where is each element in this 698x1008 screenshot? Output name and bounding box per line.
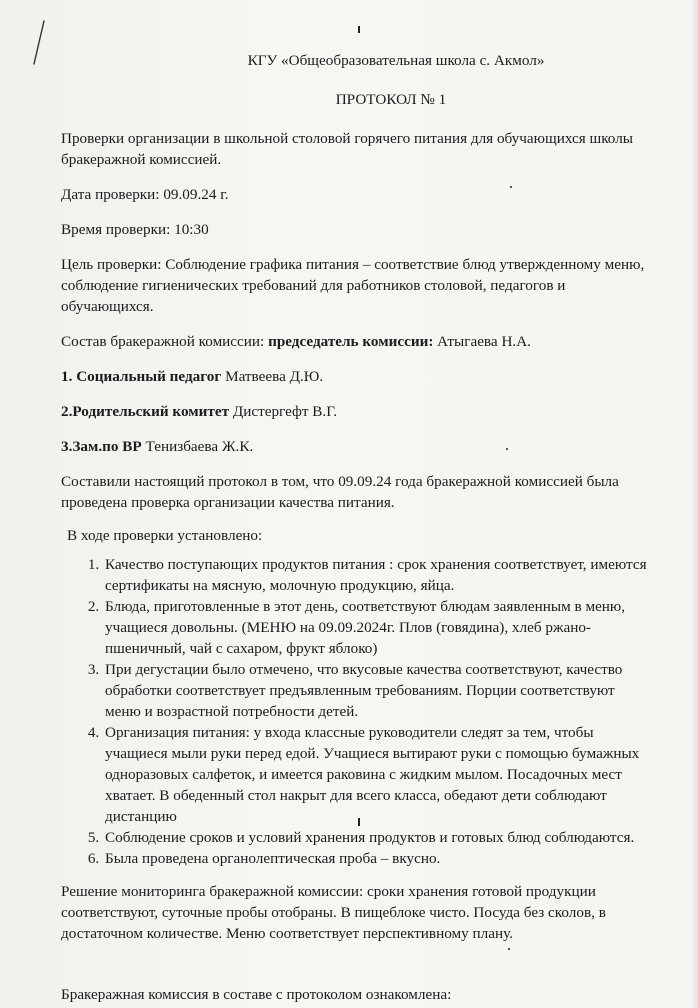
member-name: Дистергефт В.Г. [229,403,338,420]
commission-chair-name: Атыгаева Н.А. [433,333,531,350]
findings-list [61,554,651,869]
acknowledgement-line: Бракеражная комиссия в составе с протоколом ознакомлена: [61,986,452,1003]
page-edge-shadow [692,0,698,1008]
member-role: 1. Социальный педагог [61,368,222,385]
commission-member [61,436,651,457]
inspection-date: Дата проверки: 09.09.24 г. [61,186,229,203]
commission-member [61,366,651,387]
protocol-title: ПРОТОКОЛ № 1 [335,91,447,108]
protocol-statement: Составили настоящий протокол в том, что 09.09.24 года бракеражной комиссией была проведена проверка организации качества питания. [61,473,619,511]
member-name: Тенизбаева Ж.К. [141,438,254,455]
finding-item: 4. Организация питания: у входа классные руководители следят за тем, чтобы учащиеся мыли руки перед едой. Учащиеся вытирают руки с помощью бумажных одноразовых салфеток, и имеется раковина с жидким мылом. Посадочных мест хватает. В обеденный стол накрыт для всего класса, обедают дети соблюдают дистанцию [103,722,651,827]
member-role: 3.Зам.по ВР [61,438,142,455]
inspection-time: Время проверки: 10:30 [61,221,209,238]
ink-dot [358,26,360,33]
member-name: Матвеева Д.Ю. [221,368,324,385]
commission-chair-role: председатель комиссии: [268,333,434,350]
protocol-subject: Проверки организации в школьной столовой горячего питания для обучающихся школы бракеражной комиссией. [61,130,633,168]
org-title: КГУ «Общеобразовательная школа с. Акмол» [247,52,545,69]
finding-item: 1. Качество поступающих продуктов питания : срок хранения соответствует, имеются сертификаты на мясную, молочную продукцию, яйца. [103,554,651,596]
finding-item: 3. При дегустации было отмечено, что вкусовые качества соответствуют, качество обработки соответствует предъявленным требованиям. Порции соответствуют меню и возрастной потребности детей. [103,659,651,722]
member-role: 2.Родительский комитет [61,403,230,420]
finding-item: 5. Соблюдение сроков и условий хранения продуктов и готовых блюд соблюдаются. [103,827,651,848]
commission-member [61,401,651,422]
findings-intro: В ходе проверки установлено: [67,527,263,544]
document-body [61,50,651,1005]
commission-intro: Состав бракеражной комиссии: [61,333,269,350]
finding-item: 6. Была проведена органолептическая проба – вкусно. [103,848,651,869]
inspection-purpose: Цель проверки: Соблюдение графика питания – соответствие блюд утвержденному меню, соблюдение гигиенических требований для работников столовой, педагогов и обучающихся. [61,256,645,315]
commission-decision: Решение мониторинга бракеражной комиссии: сроки хранения готовой продукции соответствуют, суточные пробы отобраны. В пищеблоке чисто. Посуда без сколов, в достаточном количестве. Меню соответствует перспективному плану. [61,883,606,942]
pen-mark [28,18,48,68]
finding-item: 2. Блюда, приготовленные в этот день, соответствуют блюдам заявленным в меню, учащиеся довольны. (МЕНЮ на 09.09.2024г. Плов (говядина), хлеб ржано-пшеничный, чай с сахаром, фрукт яблоко) [103,596,651,659]
commission-composition [61,331,651,352]
